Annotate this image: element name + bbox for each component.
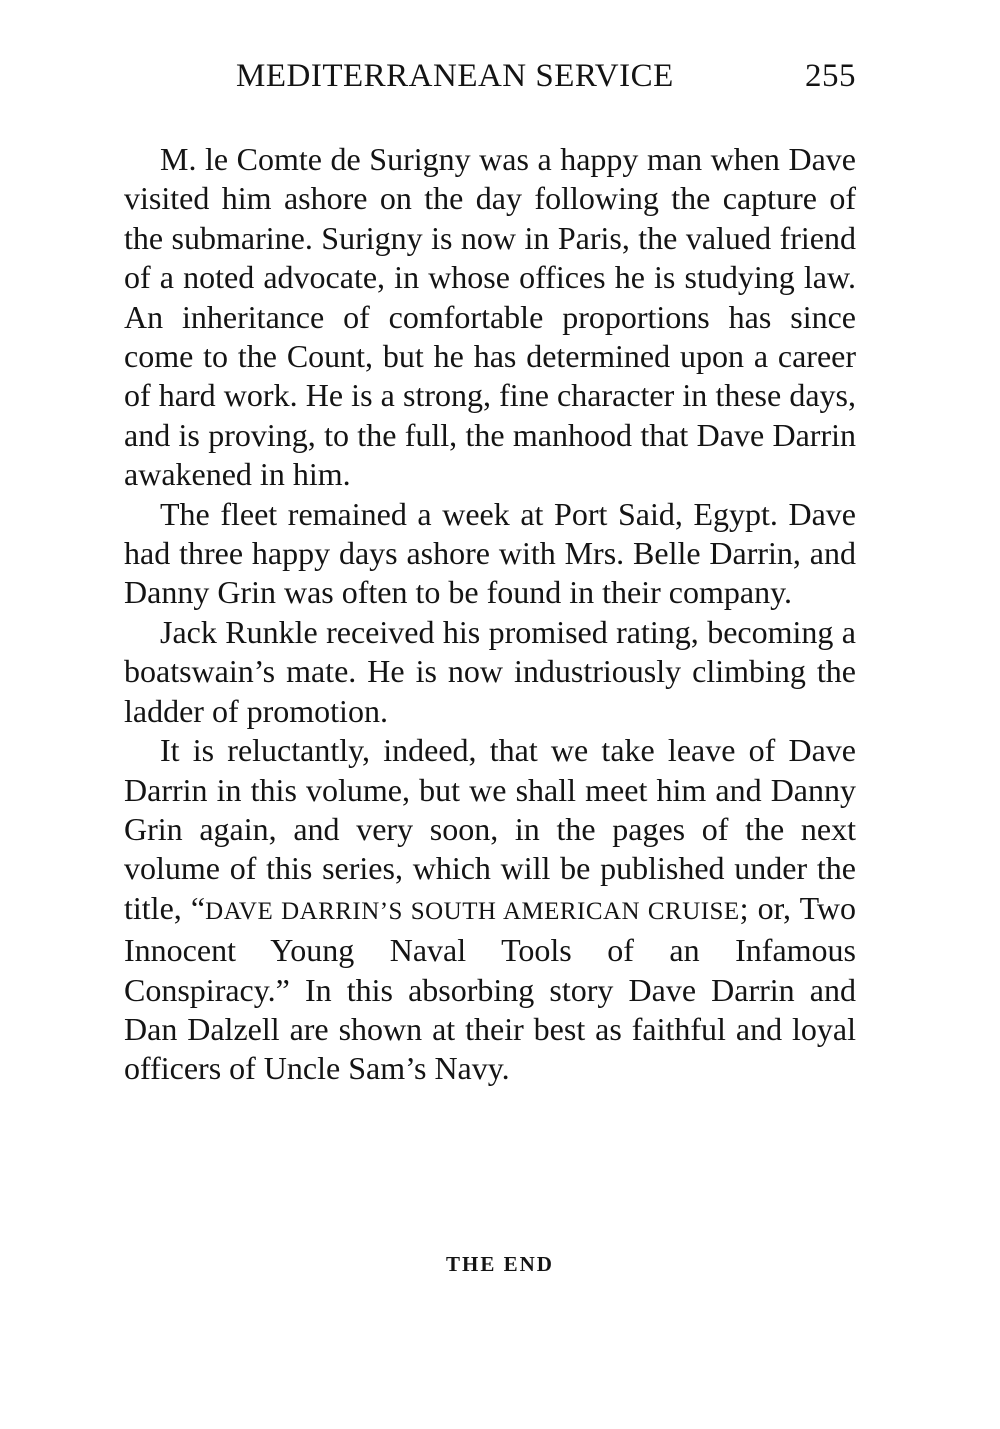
next-volume-intro: It is reluctantly, indeed, that we take leave of Dave Darrin in this volume, but we shall meet him and Danny Grin again, and very soon, in the pages of the next volume of this series, which will be published under the title, “ [124,732,856,926]
running-title: MEDITERRANEAN SERVICE [236,58,674,94]
paragraph-next-volume [124,731,856,1089]
next-volume-title: DAVE DARRIN’S SOUTH AMERICAN CRUISE [205,897,740,925]
page-number: 255 [805,58,856,94]
paragraph-port-said: The fleet remained a week at Port Said, Egypt. Dave had three happy days ashore with Mrs. Belle Darrin, and Danny Grin was often to be found in their company. [124,495,856,611]
paragraph-jack-runkle: Jack Runkle received his promised rating, becoming a boatswain’s mate. He is now industriously climbing the ladder of promotion. [124,613,856,729]
the-end: THE END [446,1252,554,1276]
next-volume-subtitle: ; or, Two Innocent Young Naval Tools of an Infamous Conspiracy.” In this absorbing story Dave Darrin and Dan Dalzell are shown at their best as faithful and loyal officers of Uncle Sam’s Navy. [124,889,857,1087]
running-head [236,58,856,98]
body-text [124,140,856,1089]
paragraph-comte-de-surigny: M. le Comte de Surigny was a happy man when Dave visited him ashore on the day following the capture of the submarine. Surigny is now in Paris, the valued friend of a noted advocate, in whose offices he is studying law. An inheritance of comfortable proportions has since come to the Count, but he has determined upon a career of hard work. He is a strong, fine character in these days, and is proving, to the full, the manhood that Dave Darrin awakened in him. [124,141,856,493]
